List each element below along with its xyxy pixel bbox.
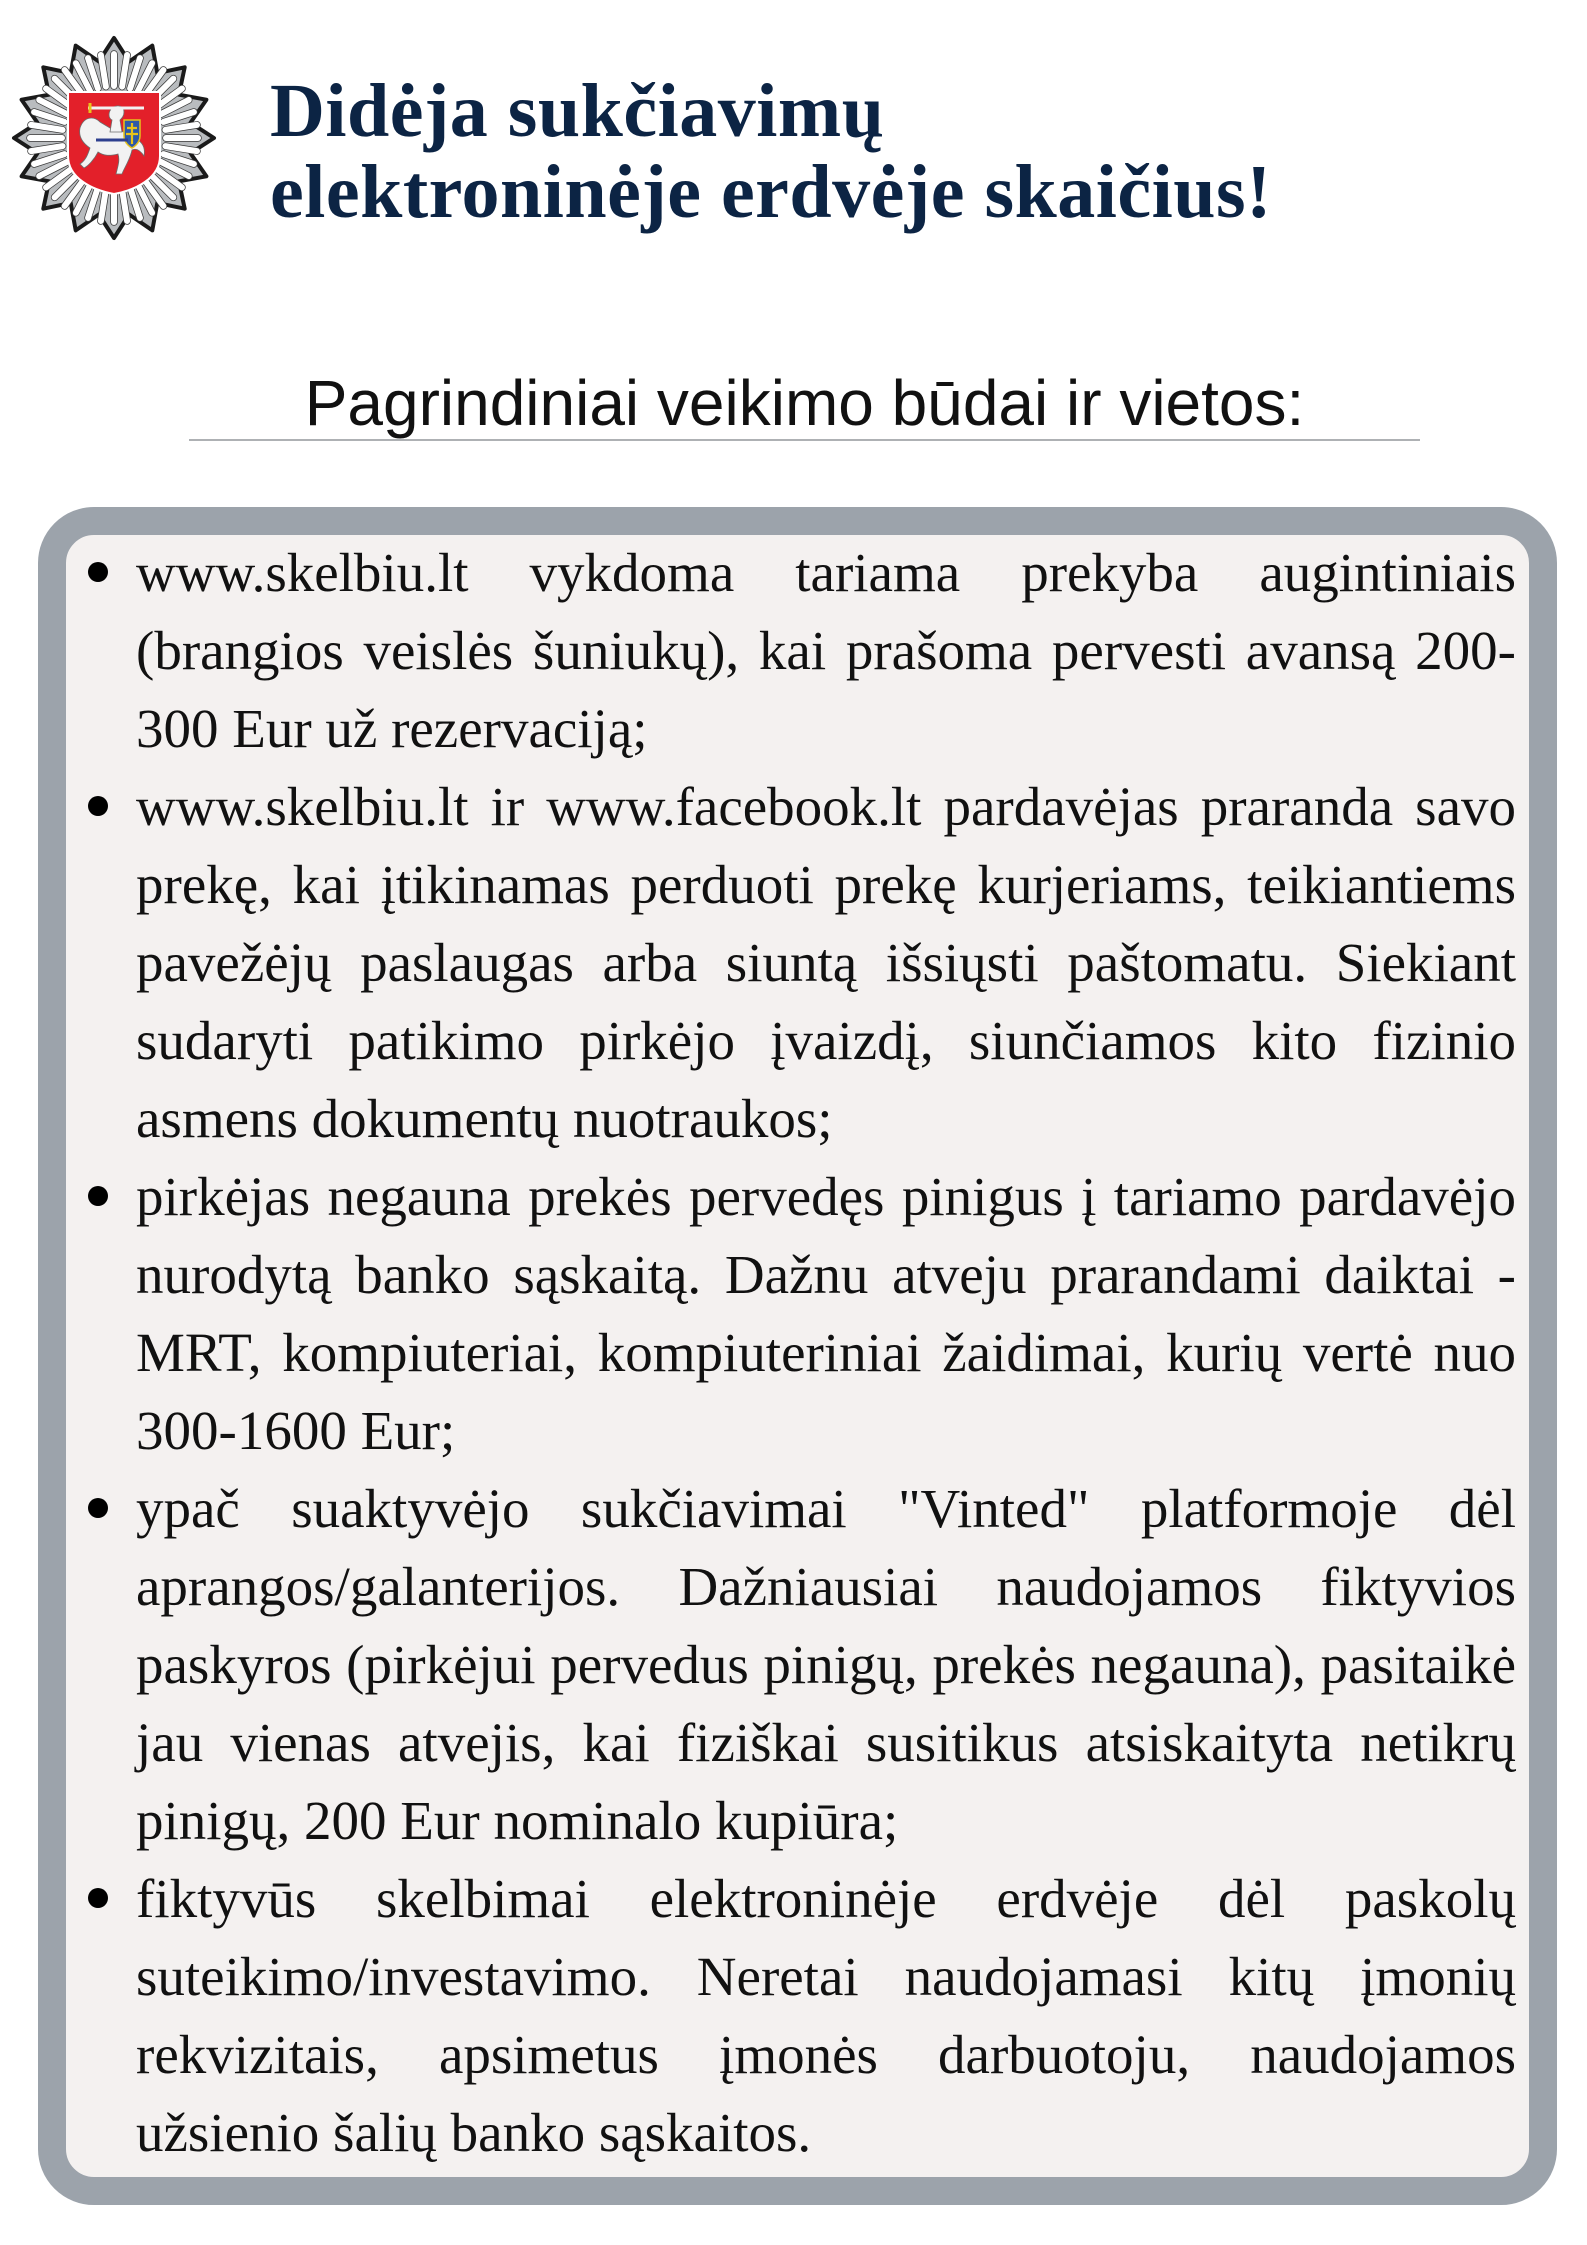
bullet-icon: [88, 1186, 108, 1206]
list-item: [136, 1860, 1516, 2172]
coat-of-arms-shield: [68, 92, 160, 194]
list-item-text: www.skelbiu.lt vykdoma tariama prekyba augintiniais (brangios veislės šuniukų), kai prašoma pervesti avansą 200-300 Eur už rezervaciją;: [136, 542, 1516, 759]
police-badge-logo: [10, 34, 218, 242]
list-item: [136, 1158, 1516, 1470]
list-item: [136, 768, 1516, 1158]
subtitle-divider: [189, 439, 1420, 441]
list-item-text: pirkėjas negauna prekės pervedęs pinigus į tariamo pardavėjo nurodytą banko sąskaitą. Dažnu atveju prarandami daiktai - MRT, kompiuteriai, kompiuteriniai žaidimai, kurių vertė nuo 300-1600 Eur;: [136, 1166, 1516, 1461]
fraud-methods-list: [136, 534, 1516, 2172]
list-item-text: www.skelbiu.lt ir www.facebook.lt pardavėjas praranda savo prekę, kai įtikinamas perduoti prekę kurjeriams, teikiantiems pavežėjų paslaugas arba siuntą išsiųsti paštomatu. Siekiant sudaryti patikimo pirkėjo įvaizdį, siunčiamos kito fizinio asmens dokumentų nuotraukos;: [136, 776, 1516, 1149]
bullet-icon: [88, 796, 108, 816]
list-item-text: fiktyvūs skelbimai elektroninėje erdvėje dėl paskolų suteikimo/investavimo. Neretai naudojamasi kitų įmonių rekvizitais, apsimetus įmonės darbuotoju, naudojamos užsienio šalių banko sąskaitos.: [136, 1868, 1516, 2163]
bullet-icon: [88, 1888, 108, 1908]
section-subtitle: Pagrindiniai veikimo būdai ir vietos:: [304, 367, 1305, 439]
list-item: [136, 1470, 1516, 1860]
title-line-1: Didėja sukčiavimų: [270, 69, 885, 153]
list-item-text: ypač suaktyvėjo sukčiavimai "Vinted" platformoje dėl aprangos/galanterijos. Dažniausiai naudojamos fiktyvios paskyros (pirkėjui pervedus pinigų, prekės negauna), pasitaikė jau vienas atvejis, kai fiziškai susitikus atsiskaityta netikrų pinigų, 200 Eur nominalo kupiūra;: [136, 1478, 1516, 1851]
bullet-icon: [88, 562, 108, 582]
bullet-icon: [88, 1498, 108, 1518]
list-item: [136, 534, 1516, 768]
page-title: [270, 71, 1272, 233]
title-line-2: elektroninėje erdvėje skaičius!: [270, 150, 1272, 234]
